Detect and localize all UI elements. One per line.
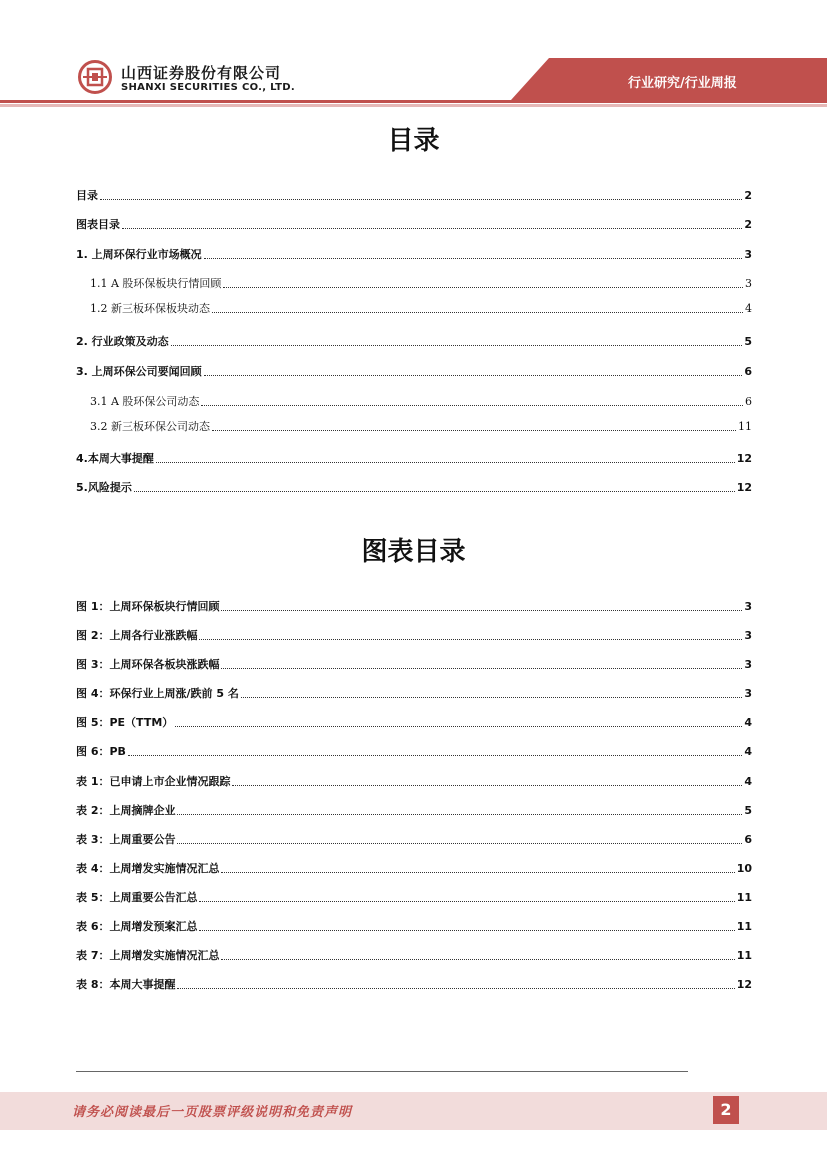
figure-entry-page: 3 <box>744 629 752 642</box>
toc-entry-label: 4.本周大事提醒 <box>76 452 154 465</box>
table-entry-label: 表 6：上周增发预案汇总 <box>76 920 198 933</box>
toc-entry-page: 12 <box>736 481 752 494</box>
table-entry-page: 12 <box>736 978 752 991</box>
header-divider-light <box>0 104 827 107</box>
toc-entry[interactable] <box>76 217 752 233</box>
table-entry[interactable] <box>76 803 752 819</box>
table-entry[interactable] <box>76 861 752 877</box>
toc-subentry[interactable] <box>90 276 752 292</box>
table-entry-page: 10 <box>736 862 752 875</box>
leader-dots <box>199 638 742 640</box>
figure-entry-page: 3 <box>744 600 752 613</box>
toc-entry[interactable] <box>76 334 752 350</box>
toc-entry-label: 3. 上周环保公司要闻回顾 <box>76 365 202 378</box>
figure-entry-page: 3 <box>744 687 752 700</box>
toc-entry[interactable] <box>76 451 752 467</box>
toc-subentry[interactable] <box>90 301 752 317</box>
table-entry-label: 表 8：本周大事提醒 <box>76 978 176 991</box>
figure-entry[interactable] <box>76 744 752 760</box>
table-entry-page: 6 <box>744 833 752 846</box>
leader-dots <box>177 813 742 815</box>
toc-entry-page: 3 <box>744 248 752 261</box>
figure-entry-page: 4 <box>744 745 752 758</box>
figure-entry[interactable] <box>76 657 752 673</box>
figure-entry-label: 图 3：上周环保各板块涨跌幅 <box>76 658 220 671</box>
table-entry[interactable] <box>76 948 752 964</box>
page-header <box>0 0 827 112</box>
leader-dots <box>199 900 734 902</box>
leader-dots <box>177 987 734 989</box>
leader-dots <box>232 784 742 786</box>
leader-dots <box>128 754 742 756</box>
leader-dots <box>212 311 743 313</box>
table-entry-label: 表 3：上周重要公告 <box>76 833 176 846</box>
toc-entry[interactable] <box>76 480 752 496</box>
table-entry[interactable] <box>76 774 752 790</box>
table-entry-label: 表 5：上周重要公告汇总 <box>76 891 198 904</box>
toc-entry-page: 12 <box>736 452 752 465</box>
leader-dots <box>241 696 743 698</box>
leader-dots <box>199 929 734 931</box>
table-entry-label: 表 1：已申请上市企业情况跟踪 <box>76 775 231 788</box>
toc-entry-page: 5 <box>744 335 752 348</box>
figure-entry-label: 图 4：环保行业上周涨/跌前 5 名 <box>76 687 239 700</box>
table-entry-page: 11 <box>736 920 752 933</box>
report-type: 行业研究/行业周报 <box>628 76 737 91</box>
leader-dots <box>177 842 742 844</box>
figure-entry[interactable] <box>76 686 752 702</box>
toc-subentry[interactable] <box>90 394 752 410</box>
leader-dots <box>171 344 743 346</box>
toc-entry-page: 3 <box>745 277 752 290</box>
table-entry-label: 表 4：上周增发实施情况汇总 <box>76 862 220 875</box>
leader-dots <box>100 198 742 200</box>
toc-entry-label: 1.2 新三板环保板块动态 <box>90 302 210 315</box>
figure-entry-label: 图 2：上周各行业涨跌幅 <box>76 629 198 642</box>
leader-dots <box>201 404 743 406</box>
leader-dots <box>175 725 742 727</box>
toc-entry-label: 1.1 A 股环保板块行情回顾 <box>90 277 222 290</box>
figure-entry-page: 4 <box>744 716 752 729</box>
toc-entry-label: 5.风险提示 <box>76 481 132 494</box>
leader-dots <box>221 667 742 669</box>
shanxi-securities-logo-icon <box>78 60 112 94</box>
table-entry-page: 5 <box>744 804 752 817</box>
toc-entry-label: 3.1 A 股环保公司动态 <box>90 395 200 408</box>
toc-entry[interactable] <box>76 188 752 204</box>
toc-entry-page: 6 <box>745 395 752 408</box>
leader-dots <box>156 461 735 463</box>
toc-entry-label: 图表目录 <box>76 218 120 231</box>
toc-entry-page: 6 <box>744 365 752 378</box>
leader-dots <box>204 374 743 376</box>
table-entry[interactable] <box>76 890 752 906</box>
leader-dots <box>223 286 743 288</box>
toc-entry-page: 2 <box>744 218 752 231</box>
toc-entry-page: 11 <box>738 420 752 433</box>
leader-dots <box>221 958 734 960</box>
leader-dots <box>221 871 734 873</box>
table-entry[interactable] <box>76 919 752 935</box>
toc-entry-label: 目录 <box>76 189 98 202</box>
figure-entry-page: 3 <box>744 658 752 671</box>
figure-entry[interactable] <box>76 715 752 731</box>
figure-entry-label: 图 6：PB <box>76 745 126 758</box>
toc-entry[interactable] <box>76 247 752 263</box>
toc-entry-label: 3.2 新三板环保公司动态 <box>90 420 210 433</box>
table-entry-page: 11 <box>736 949 752 962</box>
table-entry-page: 4 <box>744 775 752 788</box>
figure-entry[interactable] <box>76 628 752 644</box>
toc-entry-page: 4 <box>745 302 752 315</box>
table-entry-label: 表 7：上周增发实施情况汇总 <box>76 949 220 962</box>
header-divider <box>0 100 827 103</box>
figure-entry-label: 图 1：上周环保板块行情回顾 <box>76 600 220 613</box>
disclaimer-text: 请务必阅读最后一页股票评级说明和免责声明 <box>72 1105 353 1120</box>
toc-subentry[interactable] <box>90 419 752 435</box>
table-entry[interactable] <box>76 977 752 993</box>
leader-dots <box>134 490 735 492</box>
toc-entry-label: 2. 行业政策及动态 <box>76 335 169 348</box>
toc-entry[interactable] <box>76 364 752 380</box>
table-entry-page: 11 <box>736 891 752 904</box>
page-number: 2 <box>713 1096 739 1124</box>
toc-entry-label: 1. 上周环保行业市场概况 <box>76 248 202 261</box>
toc-entry-page: 2 <box>744 189 752 202</box>
leader-dots <box>122 227 742 229</box>
figure-entry[interactable] <box>76 599 752 615</box>
leader-dots <box>212 429 736 431</box>
company-name-en: SHANXI SECURITIES CO., LTD. <box>121 82 295 93</box>
toc-title: 目录 <box>387 126 440 156</box>
figures-title: 图表目录 <box>361 537 466 567</box>
figure-entry-label: 图 5：PE（TTM） <box>76 716 174 729</box>
table-entry[interactable] <box>76 832 752 848</box>
leader-dots <box>204 257 743 259</box>
table-entry-label: 表 2：上周摘牌企业 <box>76 804 176 817</box>
leader-dots <box>221 609 742 611</box>
footer-divider <box>76 1071 688 1072</box>
company-name-cn: 山西证券股份有限公司 <box>121 64 282 82</box>
